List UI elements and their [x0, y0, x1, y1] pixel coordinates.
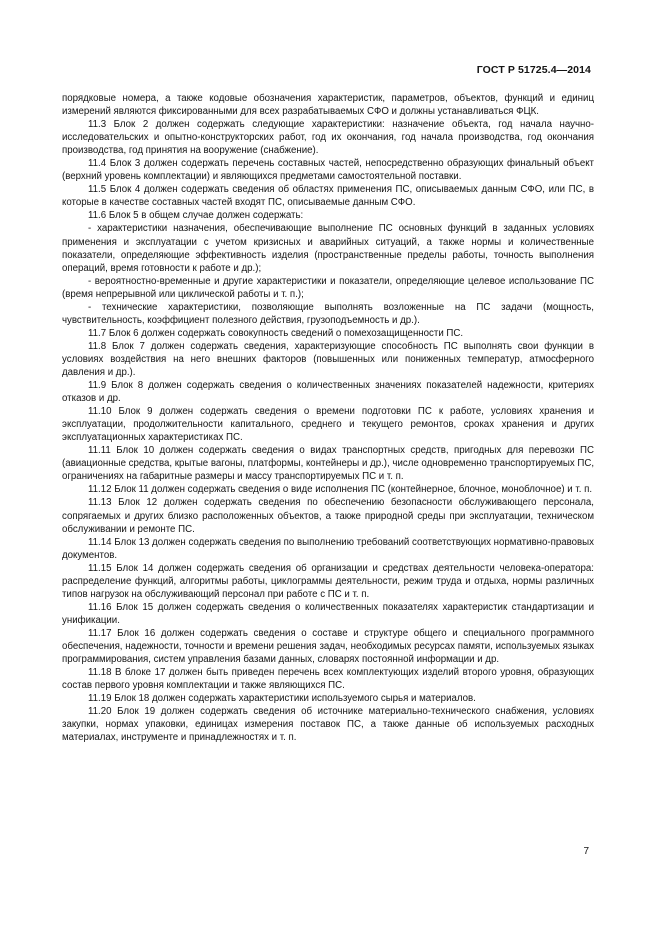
paragraph: 11.8 Блок 7 должен содержать сведения, характеризующие способность ПС выполнять свои функции в условиях воздействия на него внешних факторов (повышенных или пониженных температур, атмосферного давления и др.). — [62, 340, 594, 378]
paragraph: 11.12 Блок 11 должен содержать сведения о виде исполнения ПС (контейнерное, блочное, моноблочное) и т. п. — [88, 484, 593, 496]
page-number: 7 — [583, 846, 589, 857]
list-item: - вероятностно-временные и другие характеристики и показатели, определяющие целевое использование ПС (время непрерывной или циклической работы и т. п.); — [62, 275, 594, 300]
paragraph: 11.16 Блок 15 должен содержать сведения о количественных показателях характеристик стандартизации и унификации. — [62, 601, 594, 626]
document-body — [62, 92, 594, 744]
paragraph: 11.5 Блок 4 должен содержать сведения об областях применения ПС, описываемых данным СФО, или ПС, в которые в качестве составных частей входят ПС, описываемые данным СФО. — [62, 184, 594, 209]
paragraph: 11.15 Блок 14 должен содержать сведения об организации и средствах деятельности человека-оператора: распределение функций, алгоритмы работы, циклограммы деятельности, режим труда и отдыха, нормы различных типов нагрузок на обслуживающий персонал при работе с ПС и т. п. — [62, 562, 594, 600]
paragraph: 11.17 Блок 16 должен содержать сведения о составе и структуре общего и специального программного обеспечения, надежности, точности и времени решения задач, необходимых ресурсах памяти, используемых языках программирования, систем управления базами данных, словарях постоянной информации и др. — [62, 627, 594, 666]
paragraph: 11.19 Блок 18 должен содержать характеристики используемого сырья и материалов. — [88, 693, 476, 705]
paragraph: 11.10 Блок 9 должен содержать сведения о времени подготовки ПС к работе, условиях хранения и эксплуатации, продолжительности капитального, среднего и текущего ремонтов, сроках хранения и других эксплуатационных характеристиках ПС. — [62, 406, 594, 444]
paragraph: 11.18 В блоке 17 должен быть приведен перечень всех комплектующих изделий второго уровня, образующих состав первого уровня комплектации и также являющихся ПС. — [62, 667, 594, 692]
standard-designation: ГОСТ Р 51725.4—2014 — [476, 64, 591, 76]
list-item: - характеристики назначения, обеспечивающие выполнение ПС основных функций в заданных условиях применения и эксплуатации с учетом кризисных и аварийных ситуаций, а также нормы и количественные показатели, определяющие эффективность изделия (пространственные пределы работы, точность выполнения операций, время готовности к работе и др.); — [62, 223, 594, 274]
paragraph: 11.11 Блок 10 должен содержать сведения о видах транспортных средств, пригодных для перевозки ПС (авиационные средства, крытые вагоны, платформы, контейнеры и др.), числе одновременно транспортируемых ПС, ограничениях на габаритные размеры и массу транспортируемых ПС и т. п. — [62, 445, 595, 483]
paragraph: 11.3 Блок 2 должен содержать следующие характеристики: назначение объекта, год начала научно-исследовательских и опытно-конструкторских работ, год их окончания, год начала производства, год окончания производства, год принятия на вооружение (снабжение). — [62, 119, 594, 157]
paragraph: 11.20 Блок 19 должен содержать сведения об источнике материально-технического снабжения, условиях закупки, нормах упаковки, единицах измерения поставок ПС, а также данные об используемых расходных материалах, инструменте и принадлежностях и т. п. — [62, 706, 594, 744]
paragraph: 11.6 Блок 5 в общем случае должен содержать: — [88, 210, 304, 222]
paragraph: 11.7 Блок 6 должен содержать совокупность сведений о помехозащищенности ПС. — [88, 327, 464, 339]
list-item: - технические характеристики, позволяющие выполнять возложенные на ПС задачи (мощность, чувствительность, коэффициент полезного действия, грузоподъемность и др.). — [62, 301, 594, 326]
paragraph: 11.14 Блок 13 должен содержать сведения по выполнению требований соответствующих нормативно-правовых документов. — [62, 536, 594, 561]
paragraph: 11.9 Блок 8 должен содержать сведения о количественных значениях показателей надежности, критериях отказов и др. — [62, 380, 594, 405]
paragraph: порядковые номера, а также кодовые обозначения характеристик, параметров, объектов, функций и единиц измерений являются фиксированными для всех разрабатываемых СФО и должны устанавливаться ФЦК. — [62, 93, 594, 118]
paragraph: 11.13 Блок 12 должен содержать сведения по обеспечению безопасности обслуживающего персонала, сопрягаемых и других близко расположенных объектов, а также природной среды при эксплуатации, техническом обслуживании и ремонте ПС. — [62, 497, 594, 535]
paragraph: 11.4 Блок 3 должен содержать перечень составных частей, непосредственно образующих финальный объект (верхний уровень комплектации) и являющихся предметами самостоятельной поставки. — [62, 158, 594, 183]
